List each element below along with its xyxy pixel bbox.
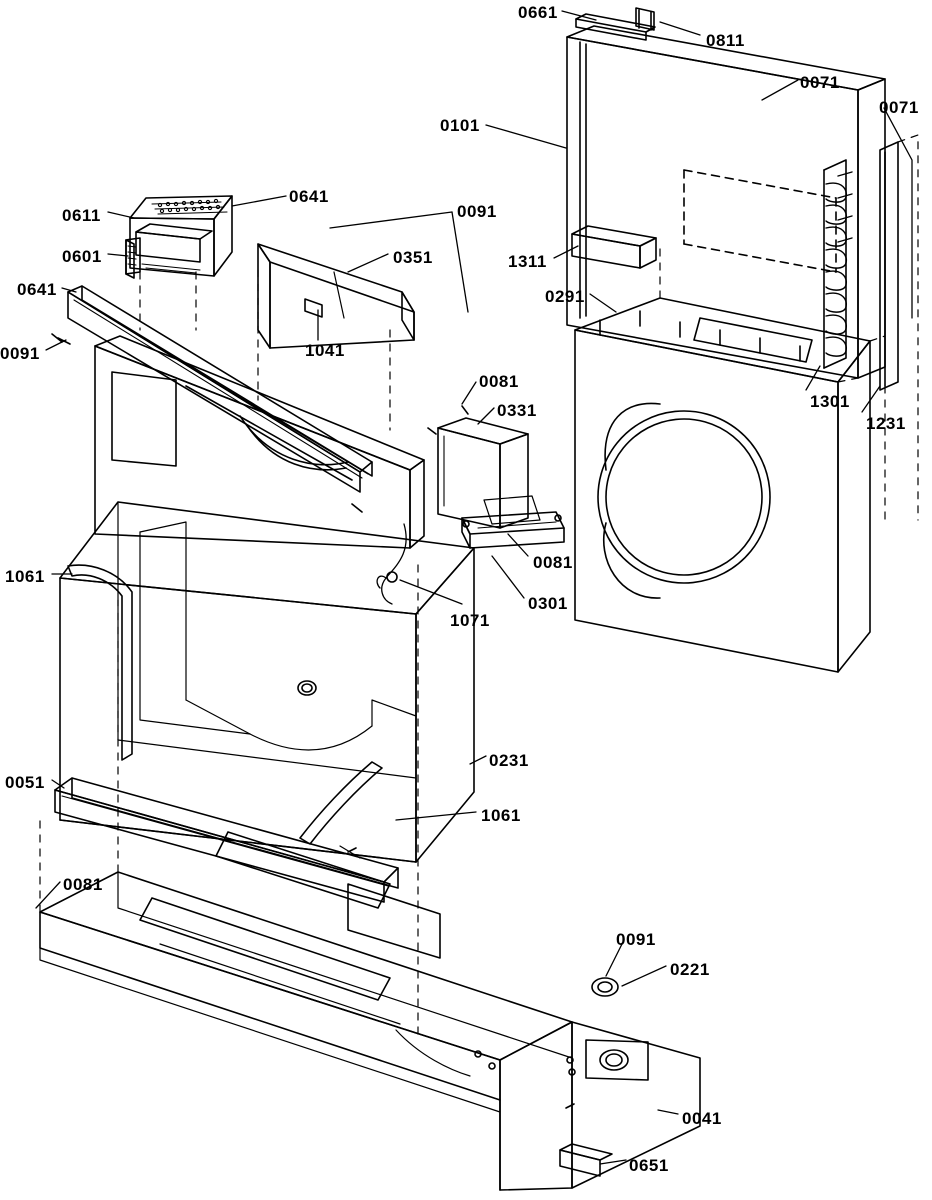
callout-0641-upper: 0641 — [289, 187, 329, 206]
callout-0601: 0601 — [62, 247, 102, 266]
top-rail-seal — [52, 286, 372, 512]
callout-1041: 1041 — [305, 341, 345, 360]
callout-0231: 0231 — [489, 751, 529, 770]
callout-0081-upper: 0081 — [479, 372, 519, 391]
callout-0101: 0101 — [440, 116, 480, 135]
callout-0081-middle: 0081 — [533, 553, 573, 572]
base-pan-assembly — [40, 560, 700, 1190]
control-board-assembly — [126, 196, 232, 330]
callout-0291: 0291 — [545, 287, 585, 306]
callout-0641-left: 0641 — [17, 280, 57, 299]
callout-0041: 0041 — [682, 1109, 722, 1128]
callout-0351: 0351 — [393, 248, 433, 267]
callout-0651: 0651 — [629, 1156, 669, 1175]
callout-1311: 1311 — [508, 252, 547, 271]
callout-1071: 1071 — [450, 611, 490, 630]
callout-0081-lower: 0081 — [63, 875, 103, 894]
callout-0661: 0661 — [518, 3, 558, 22]
callout-0071-upper: 0071 — [800, 73, 840, 92]
callout-0051: 0051 — [5, 773, 45, 792]
callout-0091-upper: 0091 — [457, 202, 497, 221]
callout-0071-right: 0071 — [879, 98, 919, 117]
blower-shroud-assembly — [572, 226, 885, 672]
front-grille-upper — [95, 336, 424, 604]
callout-1231: 1231 — [866, 414, 906, 433]
callout-1301: 1301 — [810, 392, 850, 411]
callout-0301: 0301 — [528, 594, 568, 613]
callout-0091-lower: 0091 — [616, 930, 656, 949]
callout-0331: 0331 — [497, 401, 537, 420]
control-box-bracket — [428, 406, 564, 548]
callout-0091-left: 0091 — [0, 344, 40, 363]
callout-1061-left: 1061 — [5, 567, 45, 586]
callout-0811: 0811 — [706, 31, 745, 50]
callout-1061-lower: 1061 — [481, 806, 521, 825]
callout-0221: 0221 — [670, 960, 710, 979]
callout-0611: 0611 — [62, 206, 101, 225]
